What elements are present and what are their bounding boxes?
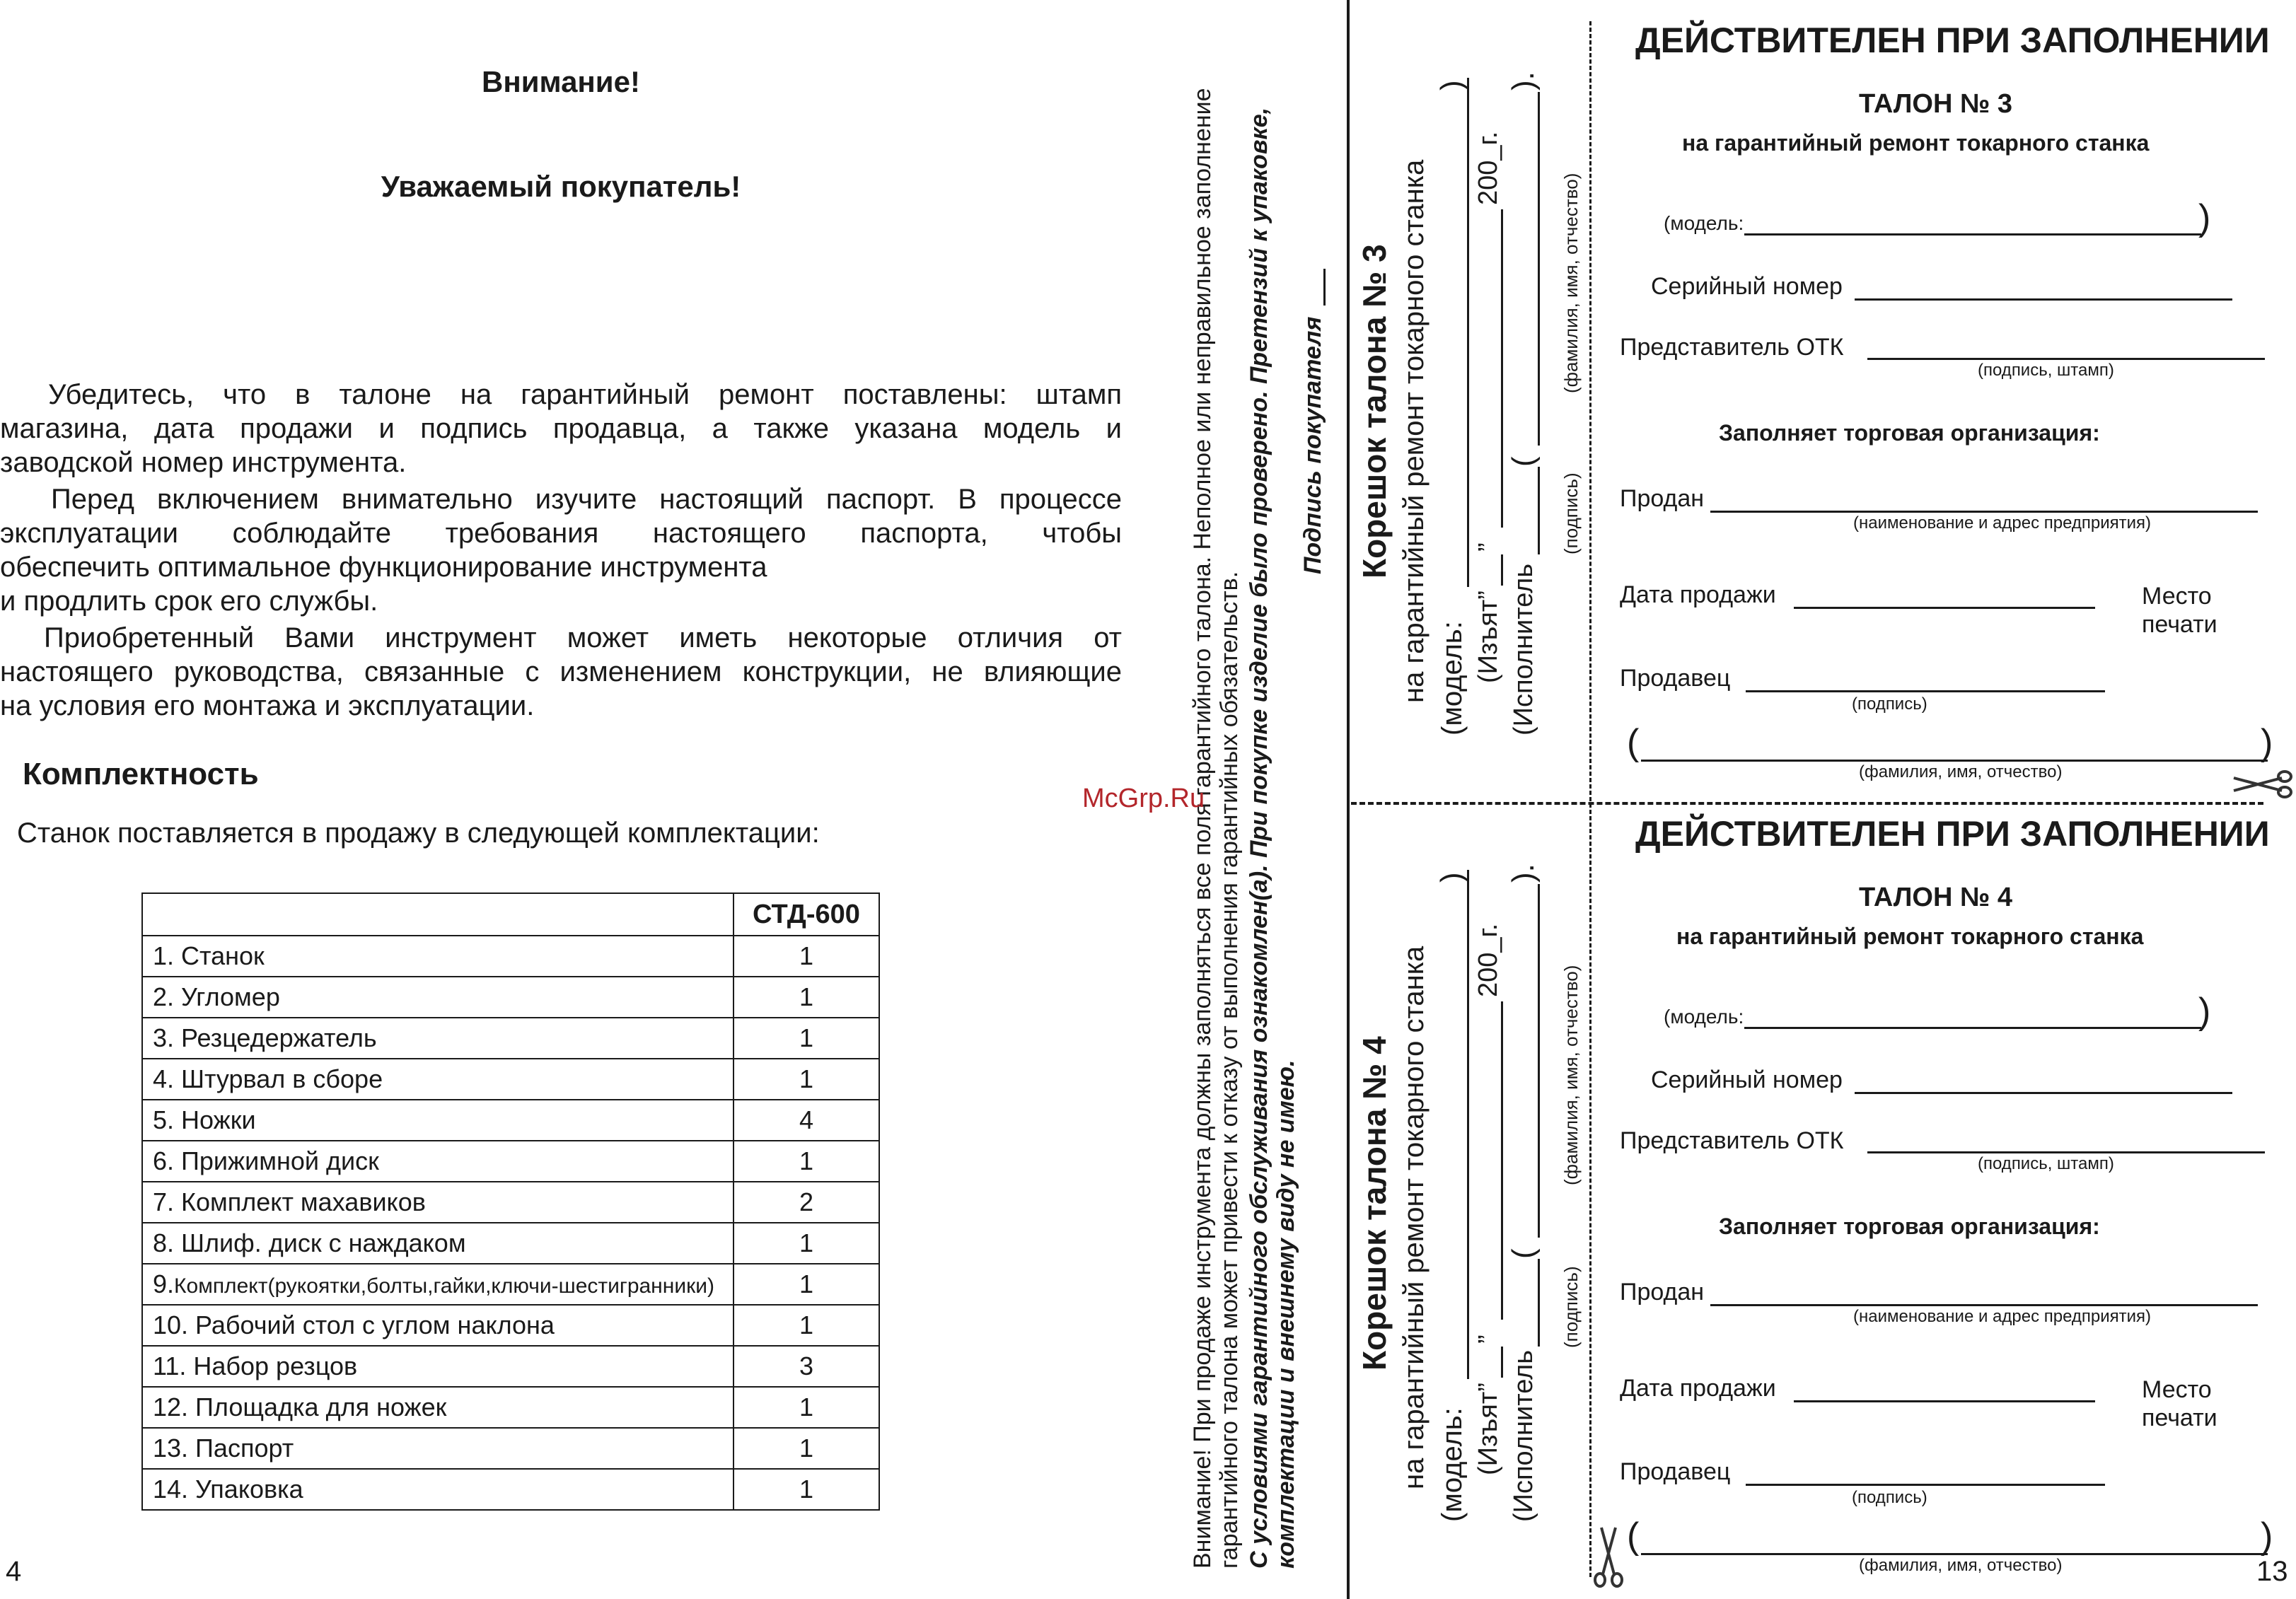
stub4-seized-label: (Изъят” xyxy=(1473,1383,1503,1475)
coupon3-model-close-paren: ) xyxy=(2198,197,2211,238)
stub4-executor-name-line xyxy=(1538,884,1540,1238)
stub3-model-close-paren: ) xyxy=(1434,80,1469,91)
coupon3-date-line xyxy=(1794,607,2095,609)
coupon4-seller-hint: (подпись) xyxy=(1852,1488,1927,1507)
stub4-model-line xyxy=(1467,870,1469,1379)
stub4-seized-day-line xyxy=(1501,1347,1503,1378)
stub3-executor-label: (Исполнитель xyxy=(1509,563,1538,735)
table-header-model: СТД-600 xyxy=(734,893,879,936)
coupon3-valid-heading: ДЕЙСТВИТЕЛЕН ПРИ ЗАПОЛНЕНИИ xyxy=(1635,21,2270,60)
notice-line-3: С условиями гарантийного обслуживания ознакомлен(а). При покупке изделие было проверено. Претензий к упаковке, xyxy=(1246,107,1272,1569)
stub3-name-hint: (фамилия, имя, отчество) xyxy=(1560,173,1582,393)
table-row: 6. Прижимной диск 1 xyxy=(142,1141,879,1182)
attention-heading: Внимание! xyxy=(482,65,640,98)
coupon3-name-hint: (фамилия, имя, отчество) xyxy=(1859,762,2063,781)
buyer-signature-line xyxy=(1323,269,1326,306)
intro-paragraph-3: Приобретенный Вами инструмент может иметь некоторые отличия от настоящего руководства, связанные с изменением конструкции, не влияющие на условия его монтажа и эксплуатации. xyxy=(0,622,1122,721)
stub3-executor-name-line xyxy=(1538,92,1540,446)
coupon3-sold-hint: (наименование и адрес предприятия) xyxy=(1853,513,2152,533)
coupon4-date-label: Дата продажи xyxy=(1620,1375,1776,1402)
coupon4-sold-line xyxy=(1710,1304,2258,1306)
table-header-empty xyxy=(142,893,734,936)
scissors-icon xyxy=(2232,769,2293,799)
stub4-executor-sign-line xyxy=(1538,1259,1540,1347)
coupon4-sold-hint: (наименование и адрес предприятия) xyxy=(1853,1307,2152,1326)
coupon4-otk-label: Представитель ОТК xyxy=(1620,1127,1844,1154)
coupon3-seller-label: Продавец xyxy=(1620,665,1731,692)
page-spine-line xyxy=(1347,0,1350,1599)
stub3-seized-quote: ” xyxy=(1473,542,1503,552)
kit-title: Комплектность xyxy=(23,757,259,791)
stub4-model-close-paren: ) xyxy=(1434,872,1469,883)
coupon3-title: ТАЛОН № 3 xyxy=(1859,89,2012,119)
page-number-left: 4 xyxy=(6,1556,22,1587)
table-header-row xyxy=(142,893,879,936)
coupon4-serial-label: Серийный номер xyxy=(1651,1066,1843,1093)
coupon3-otk-line xyxy=(1867,358,2265,360)
stub4-seized-quote: ” xyxy=(1473,1335,1503,1344)
stub3-year: 200_г. xyxy=(1473,131,1503,205)
coupon4-sold-label: Продан xyxy=(1620,1279,1705,1306)
table-row: 9.Комплект(рукоятки,болты,гайки,ключи-шестигранники) 1 xyxy=(142,1264,879,1305)
coupon4-title: ТАЛОН № 4 xyxy=(1859,883,2012,912)
stub3-seized-day-line xyxy=(1501,554,1503,586)
intro-paragraph-2: Перед включением внимательно изучите настоящий паспорт. В процессе эксплуатации соблюдайте требования настоящего паспорта, чтобы обеспечить оптимальное функционирование инструмента и продлить срок его службы. xyxy=(0,484,1122,617)
table-row: 10. Рабочий стол с углом наклона 1 xyxy=(142,1305,879,1346)
table-row: 5. Ножки 4 xyxy=(142,1100,879,1141)
coupon3-subtitle: на гарантийный ремонт токарного станка xyxy=(1682,130,2150,156)
coupon4-otk-hint: (подпись, штамп) xyxy=(1978,1154,2114,1173)
stub3-model-label: (модель: xyxy=(1437,621,1468,735)
coupon4-stamp-place-1: Место xyxy=(2142,1376,2212,1403)
coupon4-org-heading: Заполняет торговая организация: xyxy=(1719,1214,2100,1239)
coupon3-name-open-paren: ( xyxy=(1627,722,1640,763)
coupon3-serial-line xyxy=(1855,298,2232,301)
coupon3-org-heading: Заполняет торговая организация: xyxy=(1719,420,2100,446)
coupon3-stamp-place-1: Место xyxy=(2142,583,2212,610)
coupon3-model-line xyxy=(1744,233,2201,236)
coupon-cut-line xyxy=(1351,802,2263,805)
coupon3-stamp-place-2: печати xyxy=(2142,611,2217,638)
stub4-title: Корешок талона № 4 xyxy=(1356,1036,1393,1371)
table-row: 13. Паспорт 1 xyxy=(142,1428,879,1469)
coupon4-valid-heading: ДЕЙСТВИТЕЛЕН ПРИ ЗАПОЛНЕНИИ xyxy=(1635,814,2270,854)
stub3-subtitle: на гарантийный ремонт токарного станка xyxy=(1398,159,1430,703)
buyer-signature-label: Подпись покупателя xyxy=(1299,316,1326,574)
coupon3-otk-label: Представитель ОТК xyxy=(1620,334,1844,361)
notice-line-1: Внимание! При продаже инструмента должны заполняться все поля гарантийного талона. Неполное или неправильное заполнение xyxy=(1189,88,1216,1569)
intro-paragraph-1: Убедитесь, что в талоне на гарантийный ремонт поставлены: штамп магазина, дата продажи и подпись продавца, а также указана модель и заводской номер инструмента. xyxy=(0,379,1122,478)
coupon4-subtitle: на гарантийный ремонт токарного станка xyxy=(1676,924,2144,949)
coupon3-seller-hint: (подпись) xyxy=(1852,694,1927,714)
table-row: 14. Упаковка 1 xyxy=(142,1469,879,1510)
coupon3-sold-line xyxy=(1710,511,2258,513)
coupon4-stamp-place-2: печати xyxy=(2142,1405,2217,1431)
coupon4-name-hint: (фамилия, имя, отчество) xyxy=(1859,1556,2063,1575)
coupon3-seller-line xyxy=(1746,690,2105,692)
coupon3-model-label: (модель: xyxy=(1664,212,1744,234)
stub3-executor-open-paren: ( xyxy=(1506,456,1541,467)
table-row: 3. Резцедержатель 1 xyxy=(142,1018,879,1059)
coupon4-model-label: (модель: xyxy=(1664,1006,1744,1028)
stub4-name-hint: (фамилия, имя, отчество) xyxy=(1560,965,1582,1185)
coupon4-serial-line xyxy=(1855,1092,2232,1094)
stub3-title: Корешок талона № 3 xyxy=(1356,244,1393,578)
coupon4-seller-label: Продавец xyxy=(1620,1458,1731,1485)
stub3-seized-label: (Изъят” xyxy=(1473,591,1503,683)
kit-intro: Станок поставляется в продажу в следующей комплектации: xyxy=(17,818,820,849)
coupon3-serial-label: Серийный номер xyxy=(1651,273,1843,300)
stub3-executor-sign-line xyxy=(1538,467,1540,554)
coupon3-date-label: Дата продажи xyxy=(1620,581,1776,608)
stub4-executor-label: (Исполнитель xyxy=(1509,1349,1538,1522)
coupon3-name-close-paren: ) xyxy=(2261,722,2273,763)
table-row: 1. Станок 1 xyxy=(142,936,879,977)
coupon3-sold-label: Продан xyxy=(1620,485,1705,512)
greeting-heading: Уважаемый покупатель! xyxy=(381,170,741,203)
stub3-executor-close: ). xyxy=(1506,71,1541,91)
table-row: 8. Шлиф. диск с наждаком 1 xyxy=(142,1223,879,1264)
stub3-seized-month-line xyxy=(1501,209,1503,528)
stub4-signature-hint: (подпись) xyxy=(1560,1266,1582,1348)
notice-line-4: комплектации и внешнему виду не имею. xyxy=(1272,1059,1299,1569)
coupon4-name-close-paren: ) xyxy=(2261,1516,2273,1557)
notice-line-2: гарантийного талона может привести к отказу от выполнения гарантийных обязательств. xyxy=(1216,571,1243,1569)
coupon4-model-close-paren: ) xyxy=(2198,991,2211,1032)
coupon4-model-line xyxy=(1744,1027,2201,1029)
table-row: 12. Площадка для ножек 1 xyxy=(142,1387,879,1428)
kit-table xyxy=(141,892,880,1511)
stub4-executor-open-paren: ( xyxy=(1506,1248,1541,1259)
table-row: 2. Угломер 1 xyxy=(142,977,879,1018)
coupon4-name-line xyxy=(1641,1553,2268,1555)
stub4-year: 200_г. xyxy=(1473,923,1503,997)
watermark-logo: McGrp.Ru xyxy=(1082,784,1205,813)
page-number-right: 13 xyxy=(2256,1556,2288,1587)
table-row: 7. Комплект махавиков 2 xyxy=(142,1182,879,1223)
stub4-seized-month-line xyxy=(1501,1001,1503,1320)
table-row: 4. Штурвал в сборе 1 xyxy=(142,1059,879,1100)
scissors-vertical-icon xyxy=(1593,1526,1624,1588)
coupon4-seller-line xyxy=(1746,1484,2105,1486)
stub3-signature-hint: (подпись) xyxy=(1560,472,1582,554)
coupon3-otk-hint: (подпись, штамп) xyxy=(1978,361,2114,380)
stub4-executor-close: ). xyxy=(1506,864,1541,883)
stub4-subtitle: на гарантийный ремонт токарного станка xyxy=(1398,946,1430,1489)
coupon4-name-open-paren: ( xyxy=(1627,1516,1640,1557)
table-row: 11. Набор резцов 3 xyxy=(142,1346,879,1387)
stub4-model-label: (модель: xyxy=(1437,1407,1468,1522)
stub-cut-line xyxy=(1589,21,1591,1577)
stub3-model-line xyxy=(1467,78,1469,587)
coupon4-date-line xyxy=(1794,1400,2095,1402)
coupon3-name-line xyxy=(1641,760,2268,762)
coupon4-otk-line xyxy=(1867,1151,2265,1153)
